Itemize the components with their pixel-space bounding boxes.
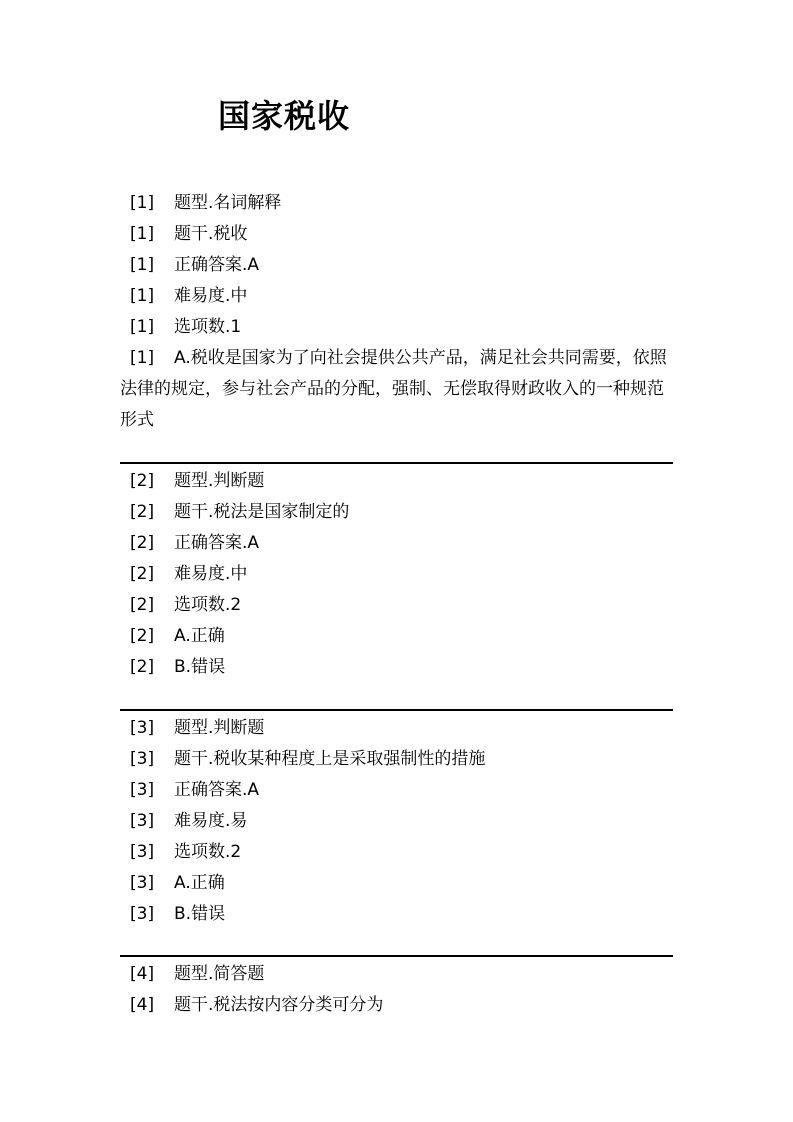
- question-line: [120, 621, 673, 652]
- question-block-1: [120, 188, 673, 436]
- question-number: [2]: [130, 564, 155, 584]
- question-line: [120, 466, 673, 497]
- question-number: [3]: [130, 749, 155, 769]
- question-line: [120, 899, 673, 930]
- question-line-text: 难易度.中: [174, 286, 248, 306]
- question-number: [3]: [130, 718, 155, 738]
- question-line-text: 难易度.易: [174, 811, 248, 831]
- question-line: [120, 837, 673, 868]
- question-line-text: 正确答案.A: [174, 255, 260, 275]
- question-line-text: A.税收是国家为了向社会提供公共产品，满足社会共同需要，依照法律的规定，参与社会产品的分配，强制、无偿取得财政收入的一种规范形式: [120, 348, 667, 430]
- question-line-text: 正确答案.A: [174, 533, 260, 553]
- question-number: [3]: [130, 842, 155, 862]
- question-line: [120, 775, 673, 806]
- question-line: [120, 713, 673, 744]
- question-number: [2]: [130, 533, 155, 553]
- question-block-2: [120, 466, 673, 683]
- question-line-wrapped: [120, 343, 673, 436]
- question-number: [1]: [130, 255, 155, 275]
- question-number: [1]: [130, 317, 155, 337]
- question-line-text: 题干.税收: [174, 224, 248, 244]
- question-number: [3]: [130, 904, 155, 924]
- question-number: [1]: [130, 193, 155, 213]
- question-line: [120, 959, 673, 990]
- question-number: [2]: [130, 471, 155, 491]
- question-line: [120, 281, 673, 312]
- question-line: [120, 312, 673, 343]
- question-line-text: B.错误: [174, 657, 226, 677]
- question-line-text: 题型.名词解释: [174, 193, 282, 213]
- question-line-text: 题干.税法按内容分类可分为: [174, 995, 384, 1015]
- section-divider: [120, 462, 673, 464]
- question-line-text: 题型.简答题: [174, 964, 265, 984]
- question-number: [4]: [130, 995, 155, 1015]
- question-number: [3]: [130, 873, 155, 893]
- question-line: [120, 806, 673, 837]
- question-line-text: 题干.税收某种程度上是采取强制性的措施: [174, 749, 486, 769]
- question-line-text: 题型.判断题: [174, 471, 265, 491]
- question-line: [120, 868, 673, 899]
- question-line: [120, 250, 673, 281]
- question-number: [1]: [130, 224, 155, 244]
- question-number: [1]: [130, 286, 155, 306]
- question-line: [120, 559, 673, 590]
- question-line: [120, 188, 673, 219]
- question-line-text: A.正确: [174, 873, 225, 893]
- question-line-text: 题干.税法是国家制定的: [174, 502, 350, 522]
- question-line: [120, 528, 673, 559]
- question-line: [120, 497, 673, 528]
- question-number: [3]: [130, 811, 155, 831]
- question-number: [1]: [130, 348, 155, 368]
- document-title: 国家税收: [218, 97, 351, 135]
- question-line-text: A.正确: [174, 626, 225, 646]
- question-number: [4]: [130, 964, 155, 984]
- section-divider: [120, 709, 673, 711]
- question-block-4: [120, 959, 673, 1021]
- question-line: [120, 744, 673, 775]
- question-number: [2]: [130, 502, 155, 522]
- question-line-text: 选项数.1: [174, 317, 242, 337]
- question-line-text: 选项数.2: [174, 595, 242, 615]
- question-line: [120, 219, 673, 250]
- question-line: [120, 652, 673, 683]
- question-line-text: 正确答案.A: [174, 780, 260, 800]
- question-block-3: [120, 713, 673, 930]
- question-line-text: 题型.判断题: [174, 718, 265, 738]
- question-line: [120, 590, 673, 621]
- question-number: [2]: [130, 657, 155, 677]
- section-divider: [120, 955, 673, 957]
- question-number: [2]: [130, 626, 155, 646]
- question-line-text: 选项数.2: [174, 842, 242, 862]
- question-line-text: B.错误: [174, 904, 226, 924]
- question-line-text: 难易度.中: [174, 564, 248, 584]
- question-number: [2]: [130, 595, 155, 615]
- question-line: [120, 990, 673, 1021]
- question-number: [3]: [130, 780, 155, 800]
